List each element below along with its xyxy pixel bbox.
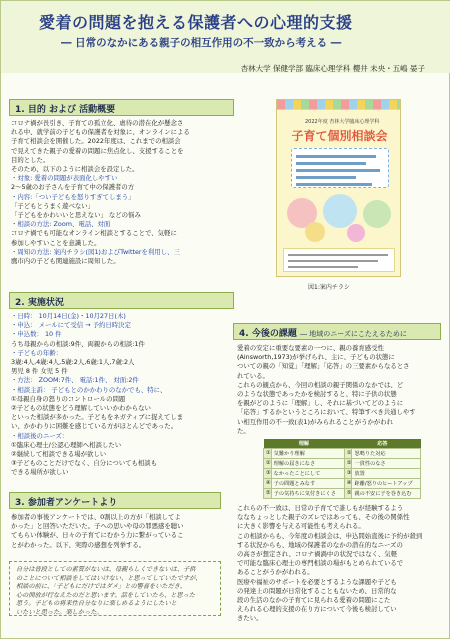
text-line: ・相談後のニーズ： [11,431,69,440]
table-cell: ① [264,448,272,458]
text-line: 男児 8 件 女児 5 件 [11,367,68,376]
text-line: れる中、就学前の子どもの保護者を対象に、オンラインによる [11,128,190,137]
section-4-title: 4. 今後の課題 [239,329,297,339]
text-line: 鷹市内の子ども関連施設に周知した。 [11,257,120,266]
text-line: 思う。子どもの将来性自分なりに楽しめるようにしたいと [16,600,177,608]
section-1-body [11,119,269,266]
table-header-response: 応答 [344,439,420,448]
text-line: ついての親の「知覚」「理解」「応答」の三要素からなるとさ [237,362,410,371]
text-line: 心の開放が行なえたのだと思います。話をしていたら、と思った [16,591,195,599]
section-2-body [11,312,229,478]
flyer-title: 子育て個別相談会 [291,129,388,143]
text-line: これらの観点から、今回の相談の親子関係のなかでは、ど [237,380,404,389]
text-line: とがわかった。以下、実際の感想を列挙する。 [11,540,146,549]
table-cell: ③ [344,468,352,478]
table-cell: 理解の届きになさ [271,458,344,468]
text-line: ・申込数： 10 件 [11,330,62,339]
table-cell: 気難かり理解 [271,448,344,458]
text-line: れている。 [237,371,269,380]
text-line: 自分は普段としての素質がないは、母親らしくできないは、子供 [16,566,196,573]
text-line: うち母親からの相談:9件、両親からの相談:1件 [11,339,145,348]
text-line: の高さが想定され、コロナ禍渦中の状況ではなく、気軽 [237,550,398,559]
text-line: ・相談主訴： 子どもとのかかわりのなかでも、特に、 [11,385,167,394]
text-line: いたいと思った。楽しかった。 [16,608,103,616]
text-line: 目的とした。 [11,155,50,164]
flyer-info-box [291,148,389,188]
text-line: 「子どもをかわいいと思えない」 などの悩み [11,211,141,220]
authors: 杏林大学 保健学部 臨床心理学科 櫻井 未央・五嶋 晏子 [240,64,425,73]
table-cell: ④ [344,478,352,488]
text-line: えられる心理的支援の在り方について今後も検討してい [237,605,397,614]
text-line: に大きく影響を与える可能性も考えられる。 [237,522,365,531]
text-line: ・対象: 愛着の問題が表面化しやすい [11,174,118,183]
text-line: で可能な臨床心理士の専門相談の場がもとめられているで [237,559,404,568]
text-line: ①臨床心理士/公認心理師へ相談したい [11,440,122,449]
table-cell: 距離/怒りのヒートアップ [352,478,421,488]
mismatch-table [263,439,421,499]
text-line: 子育て相談会を開催した。2022年度は、これまでの相談会 [11,137,181,146]
text-line: 2～5歳のお子さんを子育て中の保護者の方 [11,183,135,192]
text-line: ・方法： ZOOM:7件、 電話:1件、 対面:2件 [11,376,139,385]
table-cell: 放置 [352,468,421,478]
text-line: のことについて相談をしてはいけない、と思ってしていたですが、 [16,574,202,582]
section-2-heading: 2. 実施状況 [9,292,234,309]
table-header-row [264,439,421,448]
text-line: これらの不一致は、日常の子育てで誰しもが経験するよう [237,504,404,512]
text-line: ②継続して相談できる場が欲しい [11,450,107,459]
table-cell: 子の気持ちに気付きにくさ [271,488,344,498]
bunting-decoration [277,100,401,116]
page-title: 愛着の問題を抱える保護者への心理的支援 [39,13,353,32]
text-line: きたい。 [237,614,263,623]
text-line: ・日時： 10月14日(金)・10月27日(木) [11,312,126,320]
text-line: する状況からも、地域の保護者のなかの潜在的なニーズの [237,540,403,549]
text-line: コロナ禍でも可能なオンライン相談とすることで、気軽に [11,229,177,238]
section-3-heading: 3. 参加者アンケートより [9,492,221,509]
text-line: ・周知の方法: 案内チラシ(図1)およびTwitterを利用し、三 [11,247,180,256]
table-cell: ② [264,458,272,468]
table-cell: ④ [264,478,272,488]
page-subtitle: ― 日常のなかにある親子の相互作用の不一致から考える ― [61,37,342,49]
text-line: できる場所が欲しい [11,468,69,477]
section-3-body [11,513,223,550]
text-line: 「応答」するかというところにおいて、特筆すべき共通しやす [237,408,416,417]
text-line: (Ainsworth,1973)が挙げられ、主に、子どもの状態に [237,353,395,362]
table-cell: ⑤ [264,488,272,498]
section-4-heading [233,323,441,340]
table-cell: 親の不安に子を巻き込む [352,488,421,498]
table-row [264,468,421,478]
text-line: を親がどのように「理解」し、それに基づいてどのように [237,399,404,408]
text-line: 3歳:4人,4歳:4人,5歳:2人,6歳:1人,7歳:2人 [11,358,135,367]
table-cell: ② [344,458,352,468]
section-1-heading: 1. 目的 および 活動概要 [9,99,234,116]
survey-comments-box [9,561,221,616]
text-line: い、かかわりに困難を感じている方がほとんどであった。 [11,422,178,431]
text-line: あることがうかがわれる。 [237,568,314,577]
table-header-understanding: 理解 [264,439,345,448]
table-row [264,488,421,498]
flyer-image [276,99,401,277]
text-line: ・子どもの年齢： [11,348,63,357]
table-row [264,448,421,458]
text-line: のような状態であったかを検討すると、特に子供の状態 [237,390,397,399]
flyer-footer [283,248,395,272]
survey-comments [16,566,202,618]
text-line: 「子どもとうまく遊べない」 [11,201,95,210]
table-cell: なかったことにして [271,468,344,478]
table-row [264,478,421,488]
table-cell: 怒鳴りた対応 [352,448,421,458]
table-cell: ③ [264,468,272,478]
text-line: で見えてきた親子の愛着の問題に焦点化し、支援することを [11,146,184,155]
text-line: てもらい体験が、日々の子育てにむかう力に繋がっているこ [11,531,184,540]
table-cell: 一貫性のなさ [352,458,421,468]
section-4-body-top [237,344,442,436]
text-line: そのため、以下のように相談会を設定した。 [11,165,139,174]
table-cell: ① [344,448,352,458]
text-line: 医療や福祉のサポートを必要とするような課題や子ども [237,577,397,586]
text-line: ・申込： メールにて受信 → 予約日時決定 [11,321,131,330]
flyer-illustration [285,194,395,242]
text-line: コロナ禍が長引き、子育ての孤立化、虐待の潜在化が懸念さ [11,119,184,127]
text-line: ①母親自身の怒りのコントロールの問題 [11,394,126,403]
table-cell: 子の問題とみなす [271,478,344,488]
text-line: 参加しやすいことを意識した。 [11,238,101,247]
figure-caption: 図1:案内チラシ [308,284,350,291]
text-line: た。 [237,426,250,435]
section-4-body-bottom [237,504,442,624]
flyer-tag: 2022年度 杏林大学臨床心理学科 [305,119,380,125]
text-line: 相談の前に、「子どもにだけではダメ」との警喜をいただき、 [16,583,186,591]
table-cell: ⑤ [344,488,352,498]
text-line: 愛着の安定に重要な要素の一つに、親の養育感受性 [237,344,384,352]
text-line: といった相談が多かった。子どもをネガティブに捉えてしま [11,413,184,422]
text-line: 参加者の事後アンケートでは、0割以上の方が「相談してよ [11,513,181,521]
title-band [1,1,450,73]
text-line: かった」と回答いただいた。子への思いや母の罪悪感を聴い [11,522,184,531]
text-line: ・相談の方法: Zoom、電話、対面 [11,220,111,229]
text-line: 段の生活のなかの子育てに見られる愛着の問題にこた [237,596,391,605]
text-line: い相互作用の不一致(表1)がみられることがうかがわれ [237,417,394,426]
text-line: ・内容:「つい子どもを怒りすぎてしまう」 [11,192,135,201]
text-line: の発達上の問題が日常化することもないため、日常的な [237,586,397,595]
section-4-subtitle: ― 地域のニーズにこたえるために [299,330,407,338]
text-line: ②子どもの状態をどう理解していいかわからない [11,404,151,413]
text-line: ③子どものことだけでなく、自分についても相談も [11,459,158,468]
table-row [264,458,421,468]
text-line: ななちょっとした親子のズレではあっても、その後の関係性 [237,513,410,522]
text-line: この相談からも、今年度の相談会は、申込間始直後に予約が殺到 [237,531,423,540]
